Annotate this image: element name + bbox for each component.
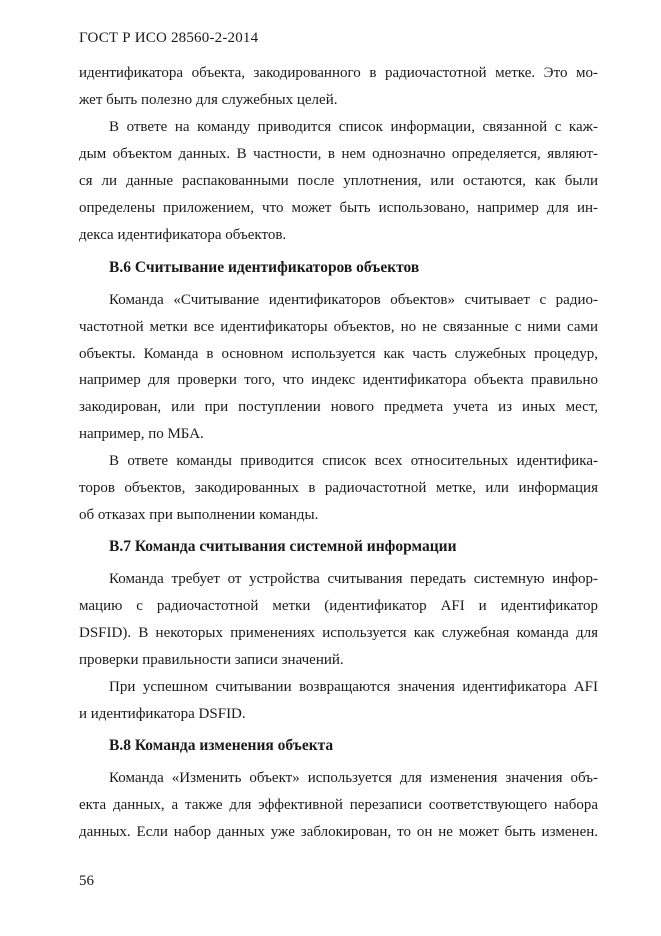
- body-line: объекты. Команда в основном используется как часть служебных процедур,: [79, 346, 598, 362]
- body-line: При успешном считывании возвращаются значения идентификатора AFI: [109, 679, 598, 695]
- body-line: декса идентификатора объектов.: [79, 227, 287, 243]
- body-line: дым объектом данных. В частности, в нем однозначно определяется, являют-: [79, 146, 598, 162]
- body-line: данных. Если набор данных уже заблокирован, то он не может быть изменен.: [79, 824, 598, 840]
- body-line: ся ли данные распакованными после уплотнения, или остаются, как были: [79, 173, 598, 189]
- body-line: определены приложением, что может быть использовано, например для ин-: [79, 200, 598, 216]
- body-line: В ответе команды приводится список всех относительных идентифика-: [109, 453, 598, 469]
- body-line: торов объектов, закодированных в радиочастотной метке, или информация: [79, 480, 598, 496]
- body-line: и идентификатора DSFID.: [79, 706, 246, 722]
- body-line: Команда требует от устройства считывания передать системную инфор-: [109, 571, 598, 587]
- body-line: идентификатора объекта, закодированного в радиочастотной метке. Это мо-: [79, 65, 598, 81]
- body-line: проверки правильности записи значений.: [79, 652, 344, 668]
- body-line: жет быть полезно для служебных целей.: [79, 92, 338, 108]
- section-heading-b7: В.7 Команда считывания системной информации: [109, 538, 457, 555]
- body-line: DSFID). В некоторых применениях используется как служебная команда для: [79, 625, 598, 641]
- body-line: закодирован, или при поступлении нового предмета учета из иных мест,: [79, 399, 598, 415]
- body-line: В ответе на команду приводится список информации, связанной с каж-: [109, 119, 598, 135]
- body-line: Команда «Изменить объект» используется для изменения значения объ-: [109, 770, 598, 786]
- body-line: например для проверки того, что индекс идентификатора объекта правильно: [79, 372, 598, 388]
- section-heading-b6: В.6 Считывание идентификаторов объектов: [109, 259, 420, 276]
- section-heading-b8: В.8 Команда изменения объекта: [109, 737, 334, 754]
- page-number: 56: [79, 873, 94, 889]
- body-line: например, по МБА.: [79, 426, 204, 442]
- body-line: мацию с радиочастотной метки (идентификатор AFI и идентификатор: [79, 598, 598, 614]
- body-line: екта данных, а также для эффективной перезаписи соответствующего набора: [79, 797, 598, 813]
- document-header: ГОСТ Р ИСО 28560-2-2014: [79, 30, 259, 46]
- body-line: Команда «Считывание идентификаторов объектов» считывает с радио-: [109, 292, 598, 308]
- body-line: об отказах при выполнении команды.: [79, 507, 319, 523]
- body-line: частотной метки все идентификаторы объектов, но не связанные с ними сами: [79, 319, 598, 335]
